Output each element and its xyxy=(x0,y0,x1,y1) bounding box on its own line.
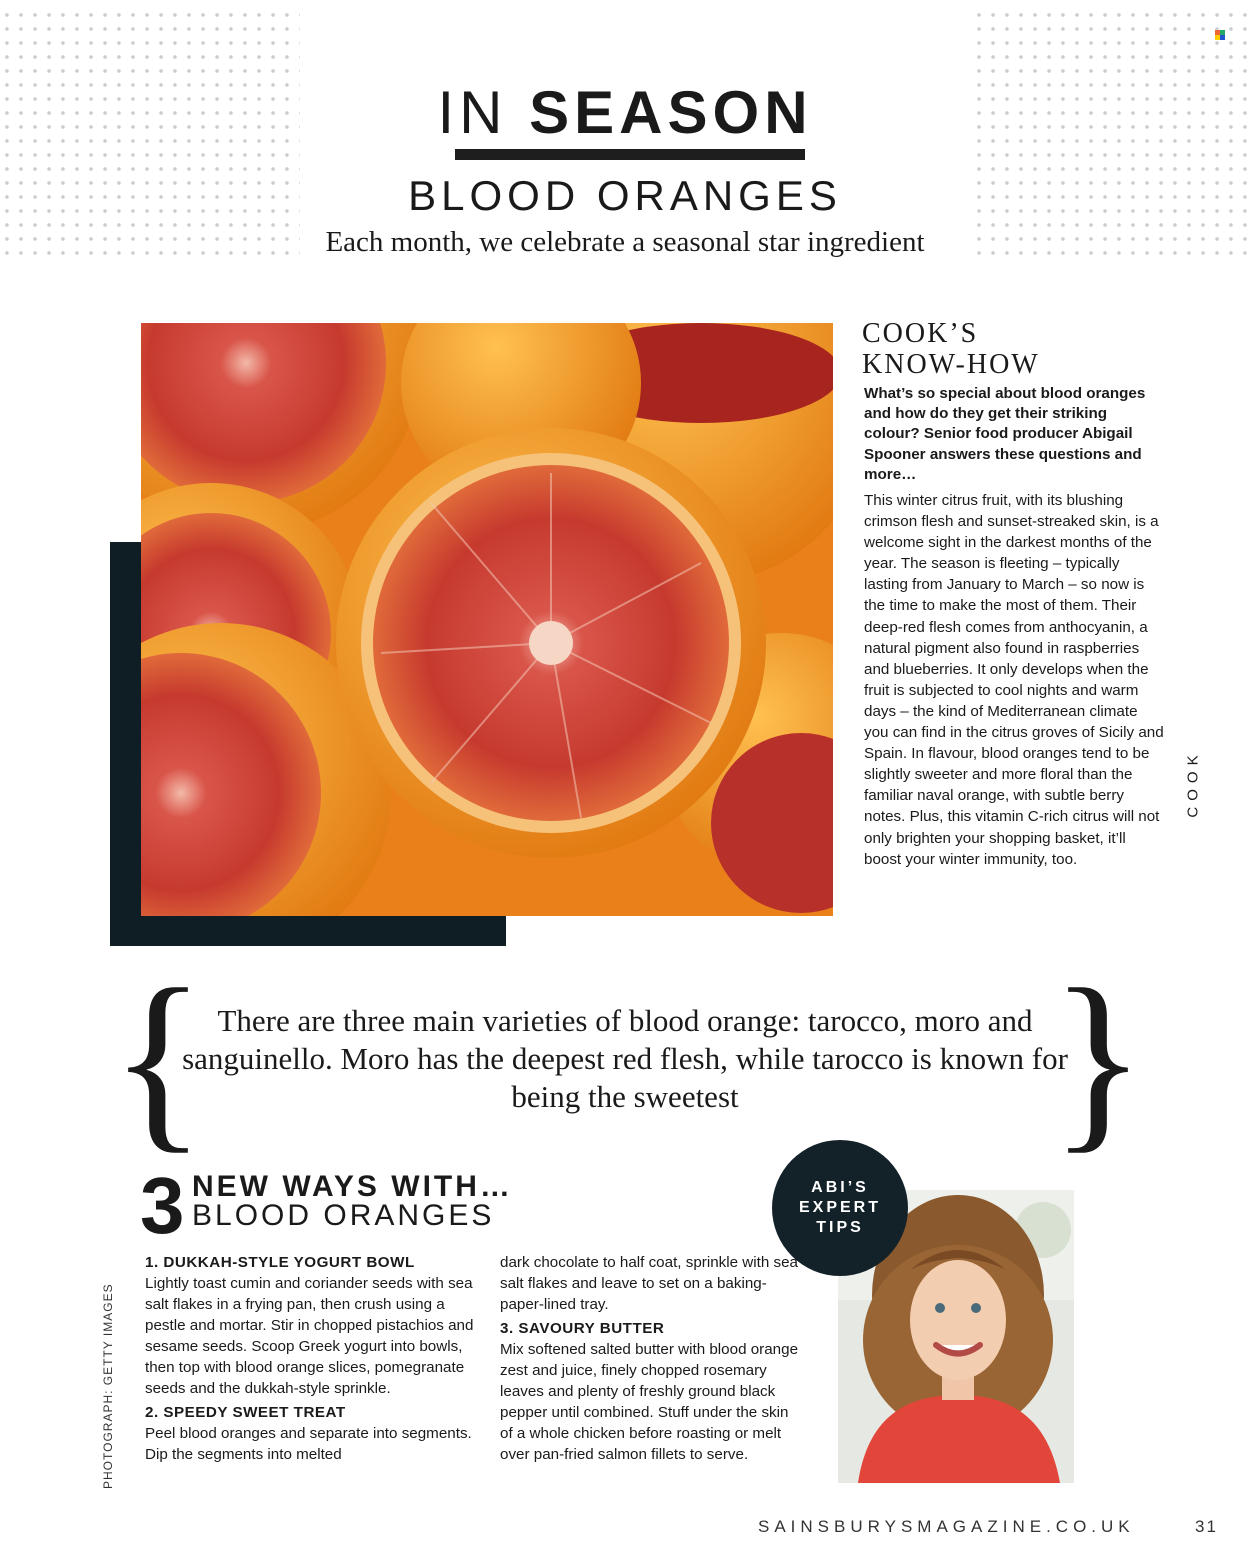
ways-number: 3 xyxy=(140,1161,185,1250)
blood-oranges-photo xyxy=(141,323,833,916)
photo-credit-label: PHOTOGRAPH: GETTY IMAGES xyxy=(101,1283,115,1489)
tip-heading-2: 2. SPEEDY SWEET TREAT xyxy=(145,1404,346,1421)
kicker-bold: SEASON xyxy=(529,79,813,146)
ways-title-bold: NEW WAYS WITH… xyxy=(192,1170,513,1203)
sidebar-body: This winter citrus fruit, with its blushing crimson flesh and sunset-streaked skin, is a welcome sight in the darkest months of the year. The season is fleeting – typically lasting from January to March – so now is the time to make the most of them. Their deep-red flesh comes from anthocyanin, a natural pigment also found in raspberries and blueberries. It only develops when the fruit is subjected to cool nights and warm days – the kind of Mediterranean climate you can find in the citrus groves of Sicily and Spain. In flavour, blood oranges tend to be slightly sweeter and more floral than the familiar naval orange, with subtle berry notes. Plus, this vitamin C-rich citrus will not only brighten your shopping basket, it’ll boost your winter immunity, too. xyxy=(864,492,1164,868)
section-tab-label: COOK xyxy=(1184,749,1202,818)
section-kicker xyxy=(0,78,1250,148)
tip-text-2: Peel blood oranges and separate into segments. Dip the segments into melted xyxy=(145,1425,472,1463)
tip-text-2-cont: dark chocolate to half coat, sprinkle with sea salt flakes and leave to set on a baking-paper-lined tray. xyxy=(500,1254,799,1313)
tip-text-3: Mix softened salted butter with blood orange zest and juice, finely chopped rosemary leaves and plenty of freshly ground black pepper until combined. Stuff under the skin of a whole chicken before roasting or melt over pan-fried salmon fillets to serve. xyxy=(500,1341,799,1463)
tips-column-2 xyxy=(500,1252,805,1468)
brace-close: } xyxy=(1050,949,1146,1170)
badge-line-3: TIPS xyxy=(816,1219,864,1236)
blood-oranges-illustration xyxy=(141,323,833,916)
page-number: 31 xyxy=(1195,1517,1218,1536)
pull-quote: There are three main varieties of blood orange: tarocco, moro and sanguinello. Moro has the deepest red flesh, while tarocco is known for being the sweetest xyxy=(182,1003,1068,1114)
tips-column-1 xyxy=(145,1252,475,1468)
section-tab xyxy=(1178,740,1208,830)
page-tagline: Each month, we celebrate a seasonal star ingredient xyxy=(325,226,925,258)
header-rule xyxy=(455,149,805,160)
sidebar-title-line2: KNOW-HOW xyxy=(862,349,1040,380)
expert-tips-badge xyxy=(772,1140,908,1276)
ways-title-light: BLOOD ORANGES xyxy=(192,1199,495,1232)
sidebar-title-line1: COOK’S xyxy=(862,318,979,349)
page-title: BLOOD ORANGES xyxy=(408,172,842,219)
badge-line-2: EXPERT xyxy=(798,1199,881,1216)
color-mark-icon xyxy=(1215,30,1225,40)
footer-url: SAINSBURYSMAGAZINE.CO.UK xyxy=(758,1517,1135,1536)
photo-credit xyxy=(96,1283,116,1490)
kicker-light: IN xyxy=(437,79,508,146)
sidebar-intro: What’s so special about blood oranges and how do they get their striking colour? Senior food producer Abigail Spooner answers these questions and more… xyxy=(864,385,1146,483)
tip-text-1: Lightly toast cumin and coriander seeds with sea salt flakes in a frying pan, then crush using a pestle and mortar. Stir in chopped pistachios and sesame seeds. Scoop Greek yogurt into bowls, then top with blood orange slices, pomegranate seeds and the dukkah-style sprinkle. xyxy=(145,1275,474,1397)
tip-heading-1: 1. DUKKAH-STYLE YOGURT BOWL xyxy=(145,1254,415,1271)
tip-heading-3: 3. SAVOURY BUTTER xyxy=(500,1320,665,1337)
brace-open: { xyxy=(110,949,206,1170)
badge-line-1: ABI’S xyxy=(811,1179,869,1196)
sidebar-title xyxy=(862,318,1040,380)
